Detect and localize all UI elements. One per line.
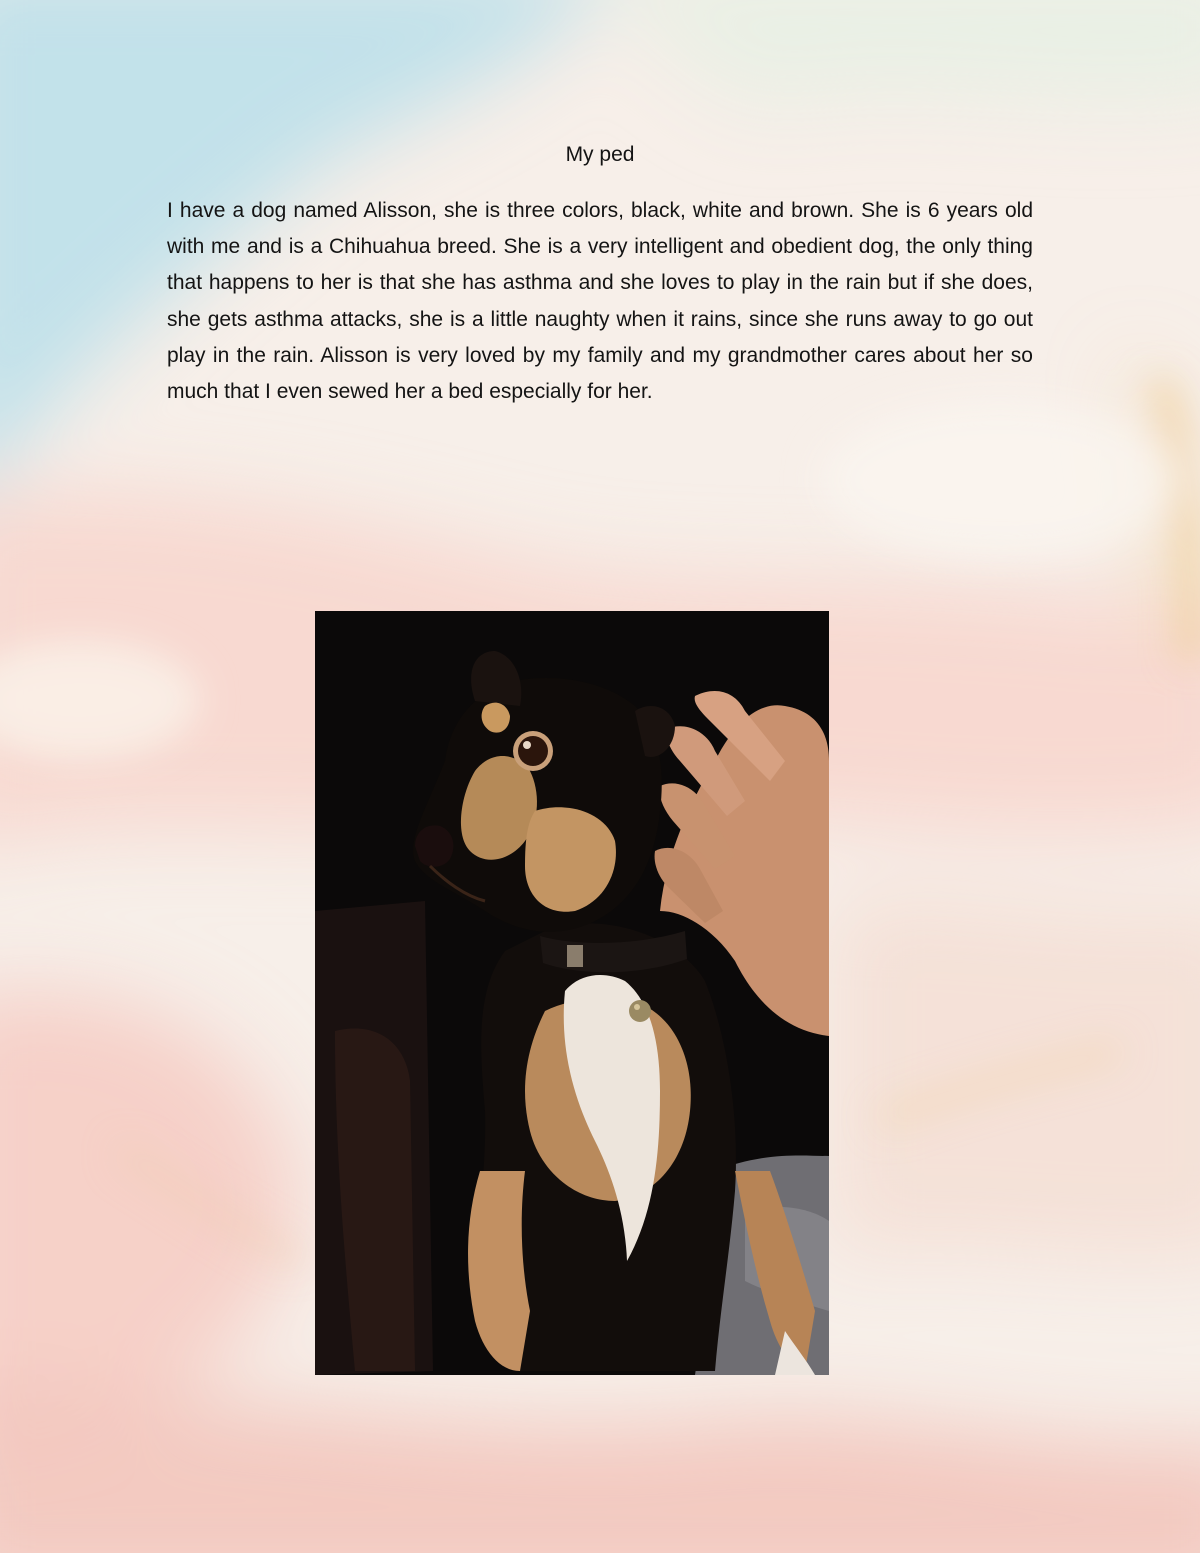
page-title: My ped <box>565 143 635 166</box>
dog-photo <box>315 611 829 1375</box>
body-paragraph: I have a dog named Alisson, she is three colors, black, white and brown. She is 6 years old with me and is a Chihuahua breed. She is a very intelligent and obedient dog, the only thing that happens to her is that she has asthma and she loves to play in the rain but if she does, she gets asthma attacks, she is a little naughty when it rains, since she runs away to go out play in the rain. Alisson is very loved by my family and my grandmother cares about her so much that I even sewed her a bed especially for her. <box>167 199 1033 404</box>
dog-illustration <box>315 611 829 1375</box>
